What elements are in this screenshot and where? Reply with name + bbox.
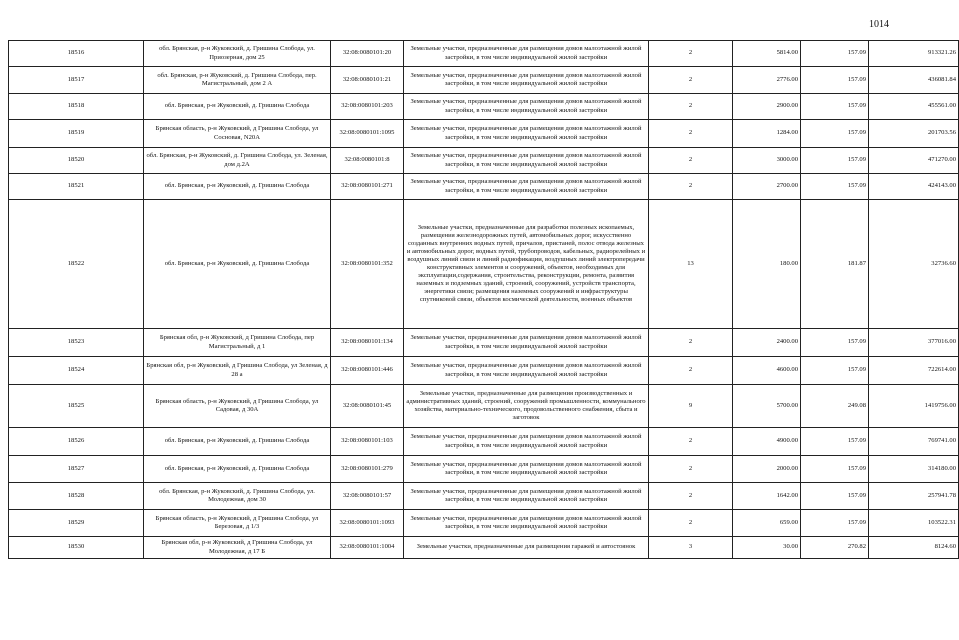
address-cell: Брянская обл, р-н Жуковский, д Гришина Слобода, пер Магистральный, д 1 [144, 329, 331, 357]
address-cell: обл. Брянская, р-н Жуковский, д. Гришина Слобода, пер. Магистральный, дом 2 А [144, 67, 331, 94]
address-cell: обл. Брянская, р-н Жуковский, д. Гришина Слобода, ул. Приозерная, дом 25 [144, 41, 331, 67]
land-use-cell: Земельные участки, предназначенные для размещения производственных и административных зданий, строений, сооружений промышленности, коммунального хозяйства, материально-технического, продовольственного снабжения, сбыта и заготовок [404, 385, 649, 428]
category-code-cell: 2 [649, 357, 733, 385]
cadastral-number-cell: 32:08:0080101:103 [331, 428, 404, 456]
cadastral-number-cell: 32:08:0080101:203 [331, 94, 404, 120]
table-row [9, 67, 959, 94]
row-number: 18520 [9, 148, 144, 174]
row-number: 18516 [9, 41, 144, 67]
cadastral-value-cell: 722614.00 [869, 357, 959, 385]
table-row [9, 456, 959, 483]
area-cell: 659.00 [733, 510, 801, 537]
address-cell: обл. Брянская, р-н Жуковский, д. Гришина Слобода [144, 94, 331, 120]
row-number: 18524 [9, 357, 144, 385]
rate-cell: 157.09 [801, 329, 869, 357]
area-cell: 2400.00 [733, 329, 801, 357]
page-number: 1014 [869, 19, 889, 30]
category-code-cell: 2 [649, 174, 733, 200]
address-cell: обл. Брянская, р-н Жуковский, д. Гришина Слобода [144, 456, 331, 483]
cadastral-number-cell: 32:08:0080101:57 [331, 483, 404, 510]
address-cell: Брянская обл, р-н Жуковский, д Гришина Слобода, ул Зеленая, д 28 а [144, 357, 331, 385]
rate-cell: 249.08 [801, 385, 869, 428]
cadastral-number-cell: 32:08:0080101:279 [331, 456, 404, 483]
row-number: 18517 [9, 67, 144, 94]
area-cell: 4900.00 [733, 428, 801, 456]
row-number: 18527 [9, 456, 144, 483]
cadastral-value-cell: 103522.31 [869, 510, 959, 537]
row-number: 18523 [9, 329, 144, 357]
row-number: 18522 [9, 200, 144, 329]
address-cell: обл. Брянская, р-н Жуковский, д. Гришина Слобода [144, 174, 331, 200]
rate-cell: 157.09 [801, 357, 869, 385]
table-row [9, 174, 959, 200]
address-cell: обл. Брянская, р-н Жуковский, д. Гришина Слобода, ул. Молодежная, дом 30 [144, 483, 331, 510]
category-code-cell: 2 [649, 41, 733, 67]
rate-cell: 157.09 [801, 428, 869, 456]
cadastral-value-cell: 201703.56 [869, 120, 959, 148]
cadastral-number-cell: 32:08:0080101:134 [331, 329, 404, 357]
rate-cell: 270.82 [801, 537, 869, 559]
table-row [9, 510, 959, 537]
land-use-cell: Земельные участки, предназначенные для разработки полезных ископаемых, размещения железнодорожных путей, автомобильных дорог, искусственно созданных внутренних водных путей, причалов, пристаней, полос отвода железных и автомобильных дорог, водных путей, трубопроводов, кабельных, радиорелейных и воздушных линий связи и линий радиофикации, воздушных линий электропередачи конструктивных элементов и сооружений, объектов, необходимых для эксплуатации,содержания, строительства, реконструкции, ремонта, развития наземных и подземных зданий, строений, сооружений, устройств транспорта, энергетики связи; размещения наземных сооружений и инфраструктуры спутниковой связи, объектов космической деятельности, военных объектов [404, 200, 649, 329]
area-cell: 30.00 [733, 537, 801, 559]
cadastral-number-cell: 32:08:0080101:352 [331, 200, 404, 329]
cadastral-number-cell: 32:08:0080101:45 [331, 385, 404, 428]
cadastral-number-cell: 32:08:0080101:446 [331, 357, 404, 385]
table-row [9, 385, 959, 428]
land-use-cell: Земельные участки, предназначенные для размещения домов малоэтажной жилой застройки, в том числе индивидуальной жилой застройки [404, 456, 649, 483]
area-cell: 180.00 [733, 200, 801, 329]
row-number: 18526 [9, 428, 144, 456]
category-code-cell: 2 [649, 94, 733, 120]
rate-cell: 157.09 [801, 483, 869, 510]
table-row [9, 120, 959, 148]
row-number: 18521 [9, 174, 144, 200]
table-row [9, 94, 959, 120]
cadastral-value-cell: 257941.78 [869, 483, 959, 510]
row-number: 18530 [9, 537, 144, 559]
cadastral-value-cell: 8124.60 [869, 537, 959, 559]
category-code-cell: 2 [649, 483, 733, 510]
category-code-cell: 13 [649, 200, 733, 329]
land-use-cell: Земельные участки, предназначенные для размещения домов малоэтажной жилой застройки, в том числе индивидуальной жилой застройки [404, 41, 649, 67]
cadastral-value-cell: 455561.00 [869, 94, 959, 120]
address-cell: обл. Брянская, р-н Жуковский, д. Гришина Слобода, ул. Зеленая, дом д.2А [144, 148, 331, 174]
cadastral-value-cell: 471270.00 [869, 148, 959, 174]
row-number: 18519 [9, 120, 144, 148]
row-number: 18528 [9, 483, 144, 510]
category-code-cell: 9 [649, 385, 733, 428]
table-row [9, 537, 959, 559]
area-cell: 3000.00 [733, 148, 801, 174]
cadastral-number-cell: 32:08:0080101:8 [331, 148, 404, 174]
row-number: 18529 [9, 510, 144, 537]
cadastral-value-cell: 424143.00 [869, 174, 959, 200]
cadastral-number-cell: 32:08:0080101:271 [331, 174, 404, 200]
rate-cell: 157.09 [801, 148, 869, 174]
rate-cell: 181.87 [801, 200, 869, 329]
category-code-cell: 2 [649, 329, 733, 357]
rate-cell: 157.09 [801, 174, 869, 200]
land-use-cell: Земельные участки, предназначенные для размещения домов малоэтажной жилой застройки, в том числе индивидуальной жилой застройки [404, 94, 649, 120]
table-row [9, 148, 959, 174]
table-body [9, 41, 959, 559]
land-use-cell: Земельные участки, предназначенные для размещения домов малоэтажной жилой застройки, в том числе индивидуальной жилой застройки [404, 148, 649, 174]
registry-table [8, 40, 959, 559]
row-number: 18518 [9, 94, 144, 120]
land-use-cell: Земельные участки, предназначенные для размещения гаражей и автостоянок [404, 537, 649, 559]
category-code-cell: 2 [649, 148, 733, 174]
area-cell: 1642.00 [733, 483, 801, 510]
table-row [9, 483, 959, 510]
land-use-cell: Земельные участки, предназначенные для размещения домов малоэтажной жилой застройки, в том числе индивидуальной жилой застройки [404, 174, 649, 200]
category-code-cell: 2 [649, 428, 733, 456]
address-cell: Брянская область, р-н Жуковский, д Гришина Слобода, ул Сосновая, N20А [144, 120, 331, 148]
rate-cell: 157.09 [801, 510, 869, 537]
cadastral-number-cell: 32:08:0080101:1093 [331, 510, 404, 537]
cadastral-number-cell: 32:08:0080101:1004 [331, 537, 404, 559]
cadastral-value-cell: 377016.00 [869, 329, 959, 357]
table-row [9, 329, 959, 357]
land-use-cell: Земельные участки, предназначенные для размещения домов малоэтажной жилой застройки, в том числе индивидуальной жилой застройки [404, 329, 649, 357]
area-cell: 2000.00 [733, 456, 801, 483]
cadastral-number-cell: 32:08:0080101:20 [331, 41, 404, 67]
rate-cell: 157.09 [801, 456, 869, 483]
address-cell: обл. Брянская, р-н Жуковский, д. Гришина Слобода [144, 200, 331, 329]
address-cell: Брянская обл, р-н Жуковский, д Гришина Слобода, ул Молодежная, д 17 Б [144, 537, 331, 559]
area-cell: 2900.00 [733, 94, 801, 120]
land-use-cell: Земельные участки, предназначенные для размещения домов малоэтажной жилой застройки, в том числе индивидуальной жилой застройки [404, 510, 649, 537]
cadastral-number-cell: 32:08:0080101:21 [331, 67, 404, 94]
area-cell: 5700.00 [733, 385, 801, 428]
address-cell: Брянская область, р-н Жуковский, д Гришина Слобода, ул Садовая, д 30А [144, 385, 331, 428]
land-use-cell: Земельные участки, предназначенные для размещения домов малоэтажной жилой застройки, в том числе индивидуальной жилой застройки [404, 483, 649, 510]
cadastral-value-cell: 913321.26 [869, 41, 959, 67]
address-cell: обл. Брянская, р-н Жуковский, д. Гришина Слобода [144, 428, 331, 456]
category-code-cell: 2 [649, 456, 733, 483]
cadastral-value-cell: 769741.00 [869, 428, 959, 456]
cadastral-number-cell: 32:08:0080101:1095 [331, 120, 404, 148]
rate-cell: 157.09 [801, 94, 869, 120]
area-cell: 4600.00 [733, 357, 801, 385]
category-code-cell: 2 [649, 67, 733, 94]
rate-cell: 157.09 [801, 120, 869, 148]
area-cell: 5814.00 [733, 41, 801, 67]
table-row [9, 428, 959, 456]
cadastral-value-cell: 436081.84 [869, 67, 959, 94]
table-row [9, 357, 959, 385]
area-cell: 2700.00 [733, 174, 801, 200]
area-cell: 2776.00 [733, 67, 801, 94]
land-use-cell: Земельные участки, предназначенные для размещения домов малоэтажной жилой застройки, в том числе индивидуальной жилой застройки [404, 428, 649, 456]
category-code-cell: 3 [649, 537, 733, 559]
land-use-cell: Земельные участки, предназначенные для размещения домов малоэтажной жилой застройки, в том числе индивидуальной жилой застройки [404, 120, 649, 148]
category-code-cell: 2 [649, 510, 733, 537]
cadastral-value-cell: 1419756.00 [869, 385, 959, 428]
rate-cell: 157.09 [801, 41, 869, 67]
address-cell: Брянская область, р-н Жуковский, д Гришина Слобода, ул Березовая, д 1/3 [144, 510, 331, 537]
category-code-cell: 2 [649, 120, 733, 148]
table-row [9, 41, 959, 67]
rate-cell: 157.09 [801, 67, 869, 94]
cadastral-value-cell: 314180.00 [869, 456, 959, 483]
land-use-cell: Земельные участки, предназначенные для размещения домов малоэтажной жилой застройки, в том числе индивидуальной жилой застройки [404, 357, 649, 385]
land-use-cell: Земельные участки, предназначенные для размещения домов малоэтажной жилой застройки, в том числе индивидуальной жилой застройки [404, 67, 649, 94]
area-cell: 1284.00 [733, 120, 801, 148]
cadastral-value-cell: 32736.60 [869, 200, 959, 329]
row-number: 18525 [9, 385, 144, 428]
table-row [9, 200, 959, 329]
